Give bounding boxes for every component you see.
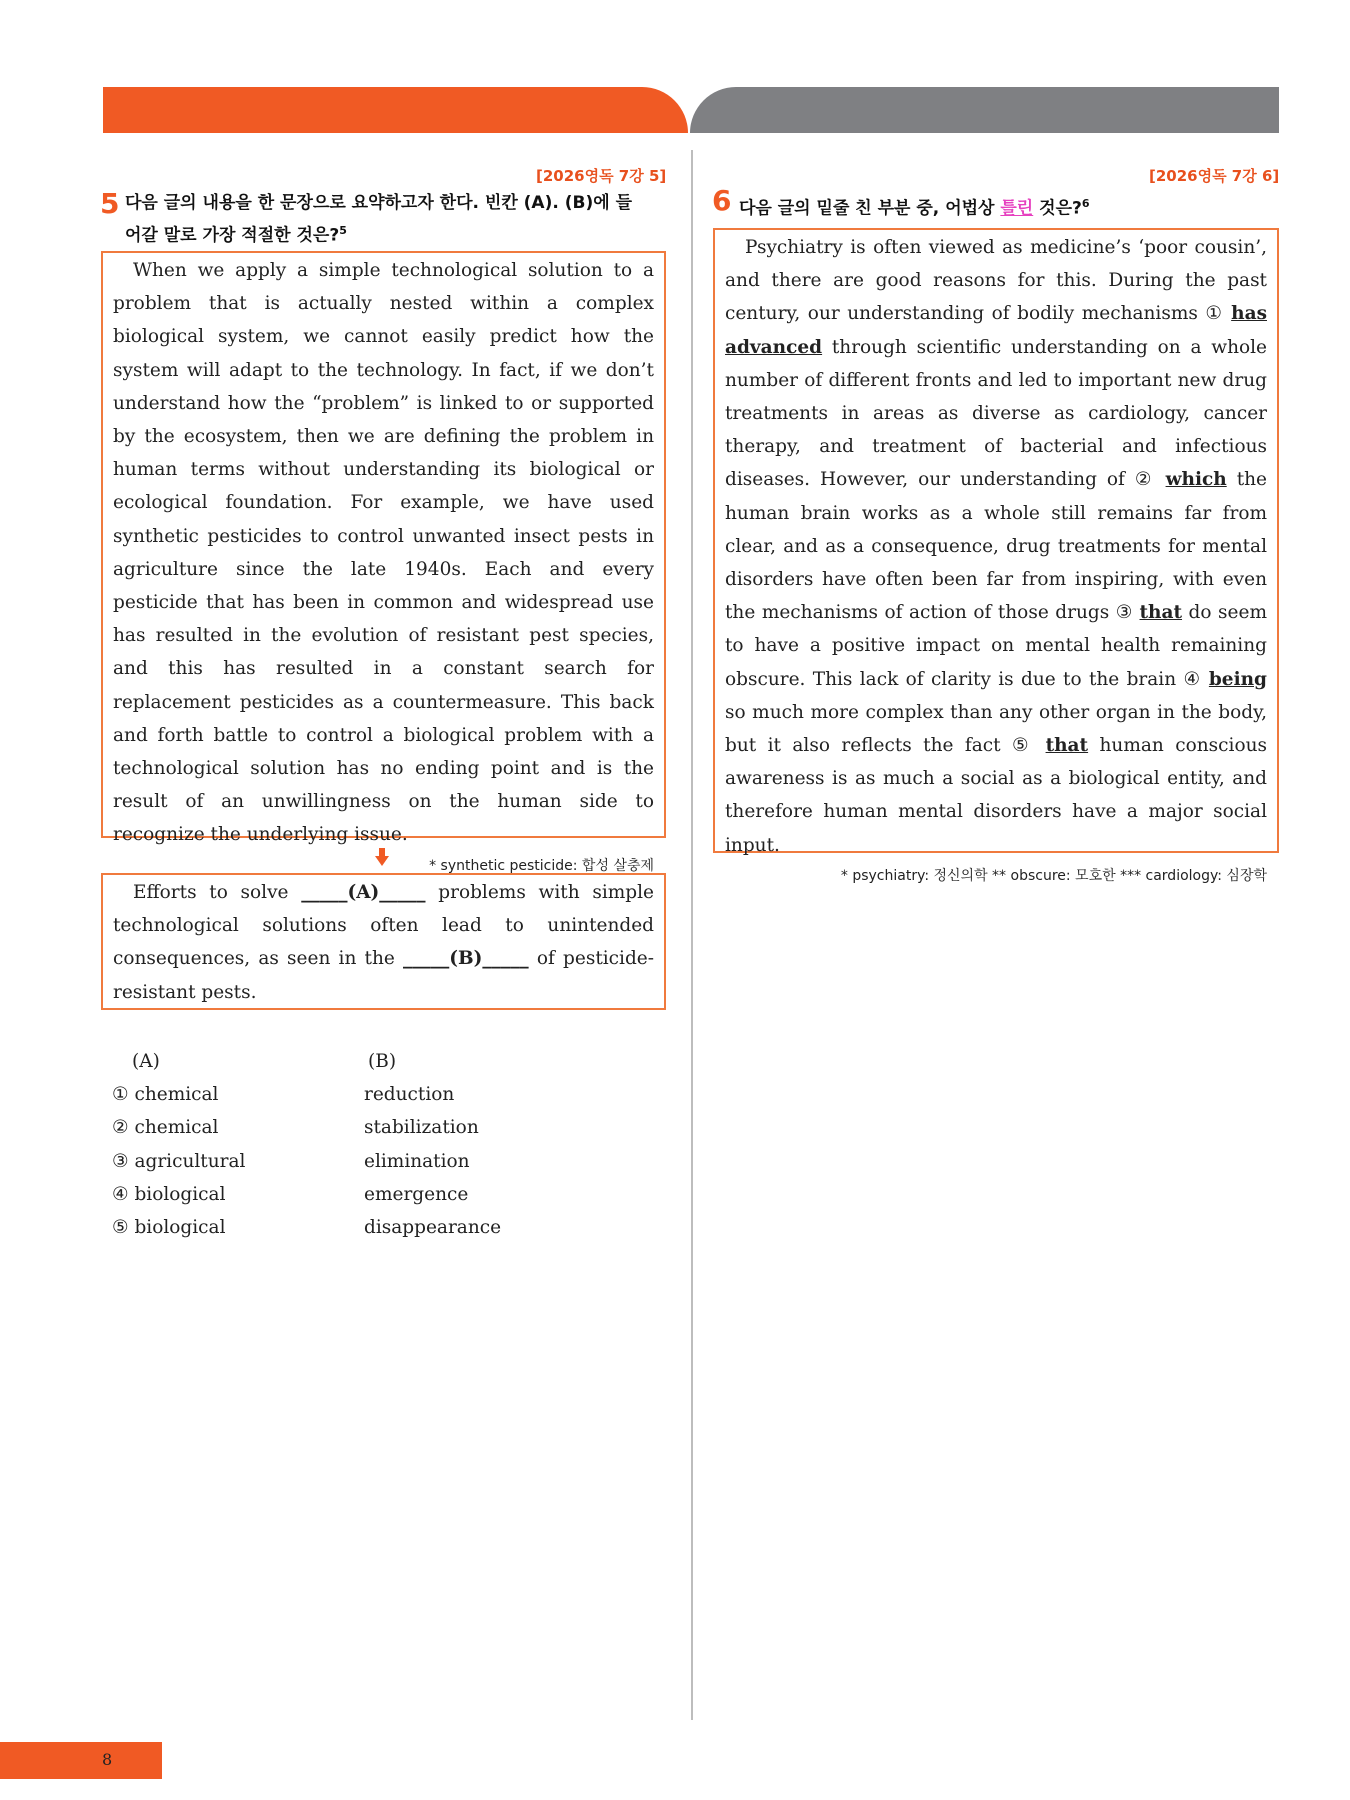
q6-passage	[725, 231, 1267, 862]
q5-option-3-b: elimination	[364, 1150, 470, 1172]
q6-underline-3: that	[1139, 602, 1183, 624]
q6-text-4: do seem to have a positive impact on mental health remaining obscure. This lack of clarity is due to the brain ④	[725, 602, 1267, 690]
q6-number: 6	[712, 184, 732, 217]
q5-passage-box	[101, 251, 666, 874]
q5-option-4-a: ④ biological	[112, 1183, 226, 1205]
q6-underline-5: that	[1045, 735, 1089, 757]
q6-question-pre: 다음 글의 밑줄 친 부분 중, 어법상	[739, 198, 1001, 219]
q5-option-3-a: ③ agricultural	[112, 1150, 246, 1172]
q5-summary-box	[101, 873, 666, 1010]
q5-summary	[113, 876, 654, 1009]
q5-summary-part1: Efforts to solve	[133, 882, 302, 903]
q5-option-4-b: emergence	[364, 1183, 469, 1205]
q5-option-1-b: reduction	[364, 1084, 455, 1106]
q5-passage	[113, 254, 654, 852]
q5-option-2-b: stabilization	[364, 1117, 479, 1139]
q5-options-header	[112, 1045, 501, 1078]
q5-options	[112, 1045, 501, 1244]
q5-summary-text	[113, 876, 654, 1009]
q6-question	[739, 190, 1279, 223]
q5-option-1-a: ① chemical	[112, 1084, 219, 1106]
q5-blank-a: _____(A)_____	[301, 882, 426, 903]
q5-option-2-a: ② chemical	[112, 1117, 219, 1139]
q5-option-4[interactable]	[112, 1178, 501, 1211]
q6-passage-text	[725, 231, 1267, 862]
q5-passage-text: When we apply a simple technological solution to a problem that is actually nested within a complex biological system, we cannot easily predict how the system will adapt to the technology. In fact, if we don’t understand how the “problem” is linked to or supported by the ecosystem, then we are defining the problem in human terms without understanding its biological or ecological foundation. For example, we have used synthetic pesticides to control unwanted insect pests in agriculture since the late 1940s. Each and every pesticide that has been in common and widespread use has resulted in the evolution of resistant pest species, and this has resulted in a constant search for replacement pesticides as a countermeasure. This back and forth battle to control a biological problem with a technological solution has no ending point and is the result of an unwillingness on the human side to recognize the underlying issue.	[113, 260, 654, 846]
q5-summary-part3: of pesticide-resistant pests.	[113, 948, 654, 1003]
q5-blank-b: _____(B)_____	[403, 948, 529, 970]
q5-option-5-a: ⑤ biological	[112, 1217, 226, 1239]
q5-header-a: (A)	[132, 1051, 160, 1072]
q6-text-1: Psychiatry is often viewed as medicine’s ‘poor cousin’, and there are good reasons for this. During the past century, our understanding of bodily mechanisms ①	[725, 237, 1267, 325]
down-arrow-icon	[375, 848, 389, 866]
q6-question-post: 것은?	[1033, 198, 1082, 219]
q5-question-line2	[125, 217, 665, 250]
q5-option-5[interactable]	[112, 1211, 501, 1244]
q5-question	[125, 190, 665, 250]
q6-text-2: through scientific understanding on a whole number of different fronts and led to important new drug treatments in areas as diverse as cardiology, cancer therapy, and treatment of bacterial and infectious diseases. However, our understanding of ②	[725, 336, 1267, 491]
page-number: 8	[102, 1750, 113, 1769]
q5-footnote: * synthetic pesticide: 합성 살충제	[429, 857, 654, 874]
q6-underline-2: which	[1165, 469, 1227, 491]
q6-underline-4: being	[1208, 668, 1267, 690]
q5-question-sup: 5	[339, 224, 347, 237]
q5-question-line2-text: 어갈 말로 가장 적절한 것은?	[125, 225, 340, 246]
q6-text-5: so much more complex than any other organ in the body, but it also reflects the fact ⑤	[725, 701, 1267, 757]
q5-header-b: (B)	[368, 1051, 397, 1072]
q5-number: 5	[100, 187, 120, 220]
q5-summary-part2: problems with simple technological solutions often lead to unintended consequences, as seen in the	[113, 882, 654, 970]
q6-passage-box	[713, 228, 1279, 884]
q6-text-3: the human brain works as a whole still remains far from clear, and as a consequence, drug treatments for mental disorders have often been far from inspiring, with even the mechanisms of action of those drugs ③	[725, 469, 1267, 624]
q5-option-3[interactable]	[112, 1145, 501, 1178]
header-orange-band	[103, 87, 688, 133]
q6-text-6: human conscious awareness is as much a social as a biological entity, and therefore human mental disorders have a major social input.	[725, 735, 1267, 856]
q5-option-2[interactable]	[112, 1111, 501, 1144]
q6-question-sup: 6	[1081, 197, 1090, 210]
q6-underline-1: has advanced	[725, 303, 1267, 358]
q6-footnote: * psychiatry: 정신의학 ** obscure: 모호한 *** cardiology: 심장학	[840, 867, 1267, 884]
header-gray-band	[690, 87, 1279, 133]
footer-decoration	[0, 1742, 162, 1779]
q5-source-tag: [2026영독 7강 5]	[536, 167, 667, 185]
q5-option-5-b: disappearance	[364, 1217, 502, 1239]
column-divider	[691, 150, 693, 1720]
q5-question-line1: 다음 글의 내용을 한 문장으로 요약하고자 한다. 빈칸 (A). (B)에 들	[125, 193, 632, 213]
q5-option-1[interactable]	[112, 1078, 501, 1111]
q6-question-emphasis: 틀린	[1000, 198, 1034, 219]
q6-source-tag: [2026영독 7강 6]	[1149, 167, 1280, 185]
